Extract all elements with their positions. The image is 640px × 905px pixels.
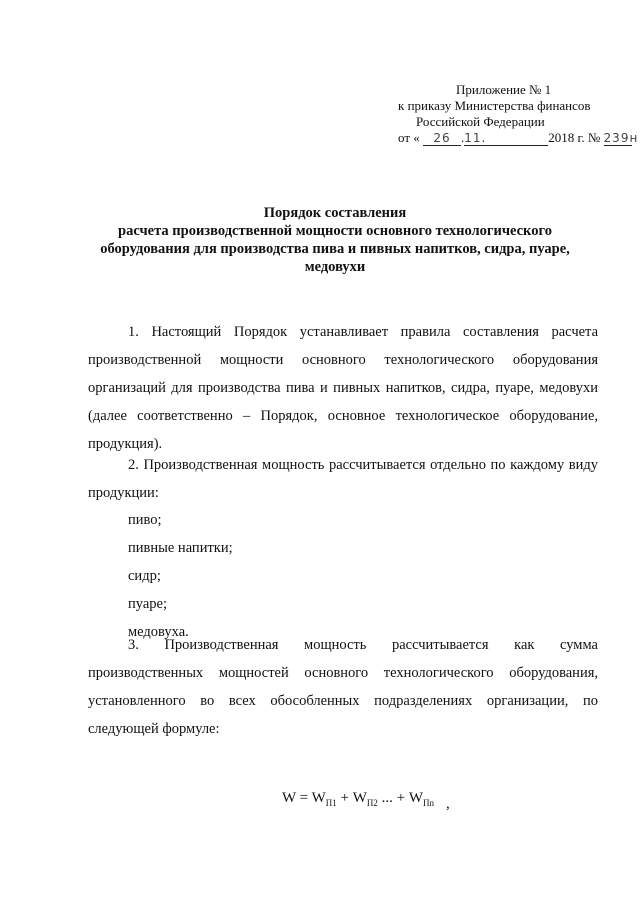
title-line-1: Порядок составления — [263, 205, 407, 221]
capacity-formula — [282, 790, 450, 812]
annex-title: Приложение № 1 — [456, 82, 552, 97]
date-prefix: от « — [398, 130, 420, 145]
date-month — [464, 131, 548, 146]
list-item: сидр; — [128, 568, 161, 584]
order-number — [603, 131, 639, 146]
paragraph-1: 1. Настоящий Порядок устанавливает правила составления расчета производственной мощности основного технологического оборудования организаций для производства пива и пивных напитков, сидра, пуаре, медовухи (далее соответственно – Порядок, основное технологическое оборудование, продукция). — [88, 324, 598, 452]
annex-federation: Российской Федерации — [416, 114, 545, 129]
formula-sub-2: П2 — [366, 798, 378, 808]
document-title — [70, 204, 600, 276]
formula-plus-1: + W — [336, 790, 367, 806]
order-number-value: 239н — [603, 131, 639, 145]
title-line-2: расчета производственной мощности основного технологического — [118, 223, 552, 239]
formula-sub-1: П1 — [325, 798, 337, 808]
list-item: медовуха. — [128, 624, 189, 640]
date-day-close: . — [461, 130, 465, 145]
formula-comma: , — [445, 796, 450, 812]
paragraph-2: 2. Производственная мощность рассчитывается отдельно по каждому виду продукции: — [88, 457, 598, 501]
title-line-3: оборудования для производства пива и пивных напитков, сидра, пуаре, — [100, 241, 570, 257]
date-month-value: 11. — [464, 131, 487, 145]
annex-date-line — [390, 130, 639, 146]
list-item: пивные напитки; — [128, 540, 233, 556]
paragraph-3-rest: производственных мощностей основного технологического оборудования, установленного во всех обособленных подразделениях организации, по следующей формуле: — [88, 665, 598, 737]
annex-header — [390, 82, 639, 146]
formula-sub-n: Пn — [422, 798, 434, 808]
formula-lhs: W = W — [282, 790, 326, 806]
date-day-value: 26 — [433, 131, 451, 145]
date-day — [423, 131, 461, 146]
list-item: пуаре; — [128, 596, 167, 612]
paragraph-3-first-line: 3. Производственная мощность рассчитывается как сумма — [128, 637, 598, 653]
formula-mid: ... + W — [377, 790, 423, 806]
annex-order-ref: к приказу Министерства финансов — [398, 98, 591, 113]
date-year: 2018 г. № — [548, 130, 601, 145]
title-line-4: медовухи — [304, 259, 366, 275]
list-item: пиво; — [128, 512, 162, 528]
